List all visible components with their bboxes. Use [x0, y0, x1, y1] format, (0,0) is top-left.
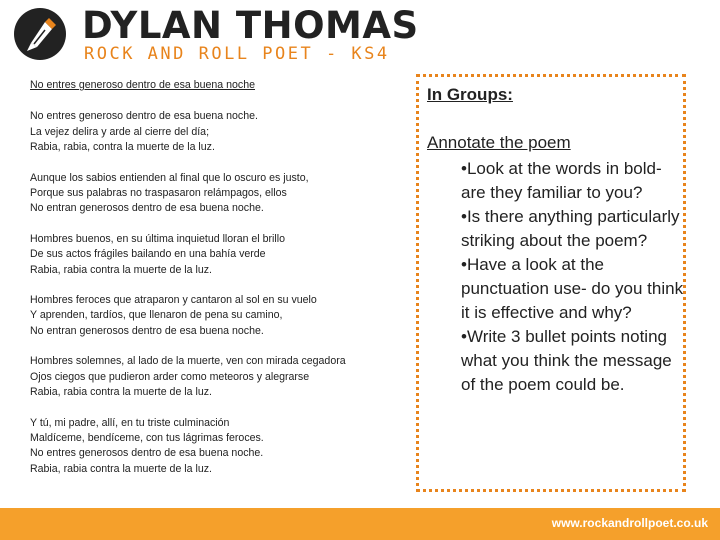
- brand-title: DYLAN THOMAS: [82, 4, 419, 47]
- task-list: [461, 157, 686, 397]
- poem-line: No entran generosos dentro de esa buena noche.: [30, 202, 264, 215]
- poem-line: Rabia, rabia contra la muerte de la luz.: [30, 386, 212, 399]
- poem-line: La vejez delira y arde al cierre del día;: [30, 125, 210, 138]
- footer-url[interactable]: www.rockandrollpoet.co.uk: [551, 516, 708, 530]
- footer-bar: [0, 508, 720, 540]
- poem-line: Hombres buenos, en su última inquietud lloran el brillo: [30, 232, 285, 245]
- poem-line: Porque sus palabras no traspasaron relámpagos, ellos: [30, 187, 287, 200]
- poem-line: De sus actos frágiles bailando en una bahía verde: [30, 248, 266, 261]
- task-heading: In Groups:: [427, 85, 513, 104]
- task-point: •Is there anything particularly striking about the poem?: [461, 207, 680, 250]
- poem-line: Ojos ciegos que pudieron arder como meteoros y alegrarse: [30, 370, 310, 383]
- fountain-pen-nib-icon: [12, 6, 68, 62]
- poem-line: No entres generoso dentro de esa buena noche.: [30, 110, 258, 123]
- poem-stanza: [30, 109, 400, 155]
- poem-stanza: [30, 293, 400, 339]
- poem-line: Aunque los sabios entienden al final que lo oscuro es justo,: [30, 171, 309, 184]
- poem-line: Hombres feroces que atraparon y cantaron al sol en su vuelo: [30, 294, 317, 307]
- poem-line: Y aprenden, tardíos, que llenaron de pena su camino,: [30, 309, 283, 322]
- header: [0, 0, 720, 70]
- poem-stanza: [30, 416, 400, 478]
- poem-stanza: [30, 171, 400, 217]
- poem: [30, 78, 400, 477]
- poem-line: No entran generosos dentro de esa buena noche.: [30, 324, 264, 337]
- poem-line: Hombres solemnes, al lado de la muerte, ven con mirada cegadora: [30, 355, 346, 368]
- poem-line: Maldíceme, bendíceme, con tus lágrimas feroces.: [30, 431, 264, 444]
- poem-stanza: [30, 232, 400, 278]
- task-point: •Look at the words in bold- are they familiar to you?: [461, 159, 662, 202]
- task-box: [416, 74, 686, 492]
- poem-stanza: [30, 354, 400, 400]
- task-subheading: Annotate the poem: [427, 133, 571, 152]
- poem-line: Y tú, mi padre, allí, en tu triste culminación: [30, 416, 230, 429]
- poem-title: No entres generoso dentro de esa buena noche: [30, 79, 255, 91]
- brand-subtitle: ROCK AND ROLL POET - KS4: [84, 44, 390, 64]
- poem-stanzas: [30, 109, 400, 477]
- poem-line: Rabia, rabia contra la muerte de la luz.: [30, 263, 212, 276]
- task-point: •Have a look at the punctuation use- do you think it is effective and why?: [461, 255, 684, 322]
- task-point: •Write 3 bullet points noting what you think the message of the poem could be.: [461, 327, 672, 394]
- poem-line: Rabia, rabia contra la muerte de la luz.: [30, 462, 212, 475]
- poem-line: Rabia, rabia, contra la muerte de la luz.: [30, 141, 215, 154]
- poem-line: No entres generosos dentro de esa buena noche.: [30, 447, 264, 460]
